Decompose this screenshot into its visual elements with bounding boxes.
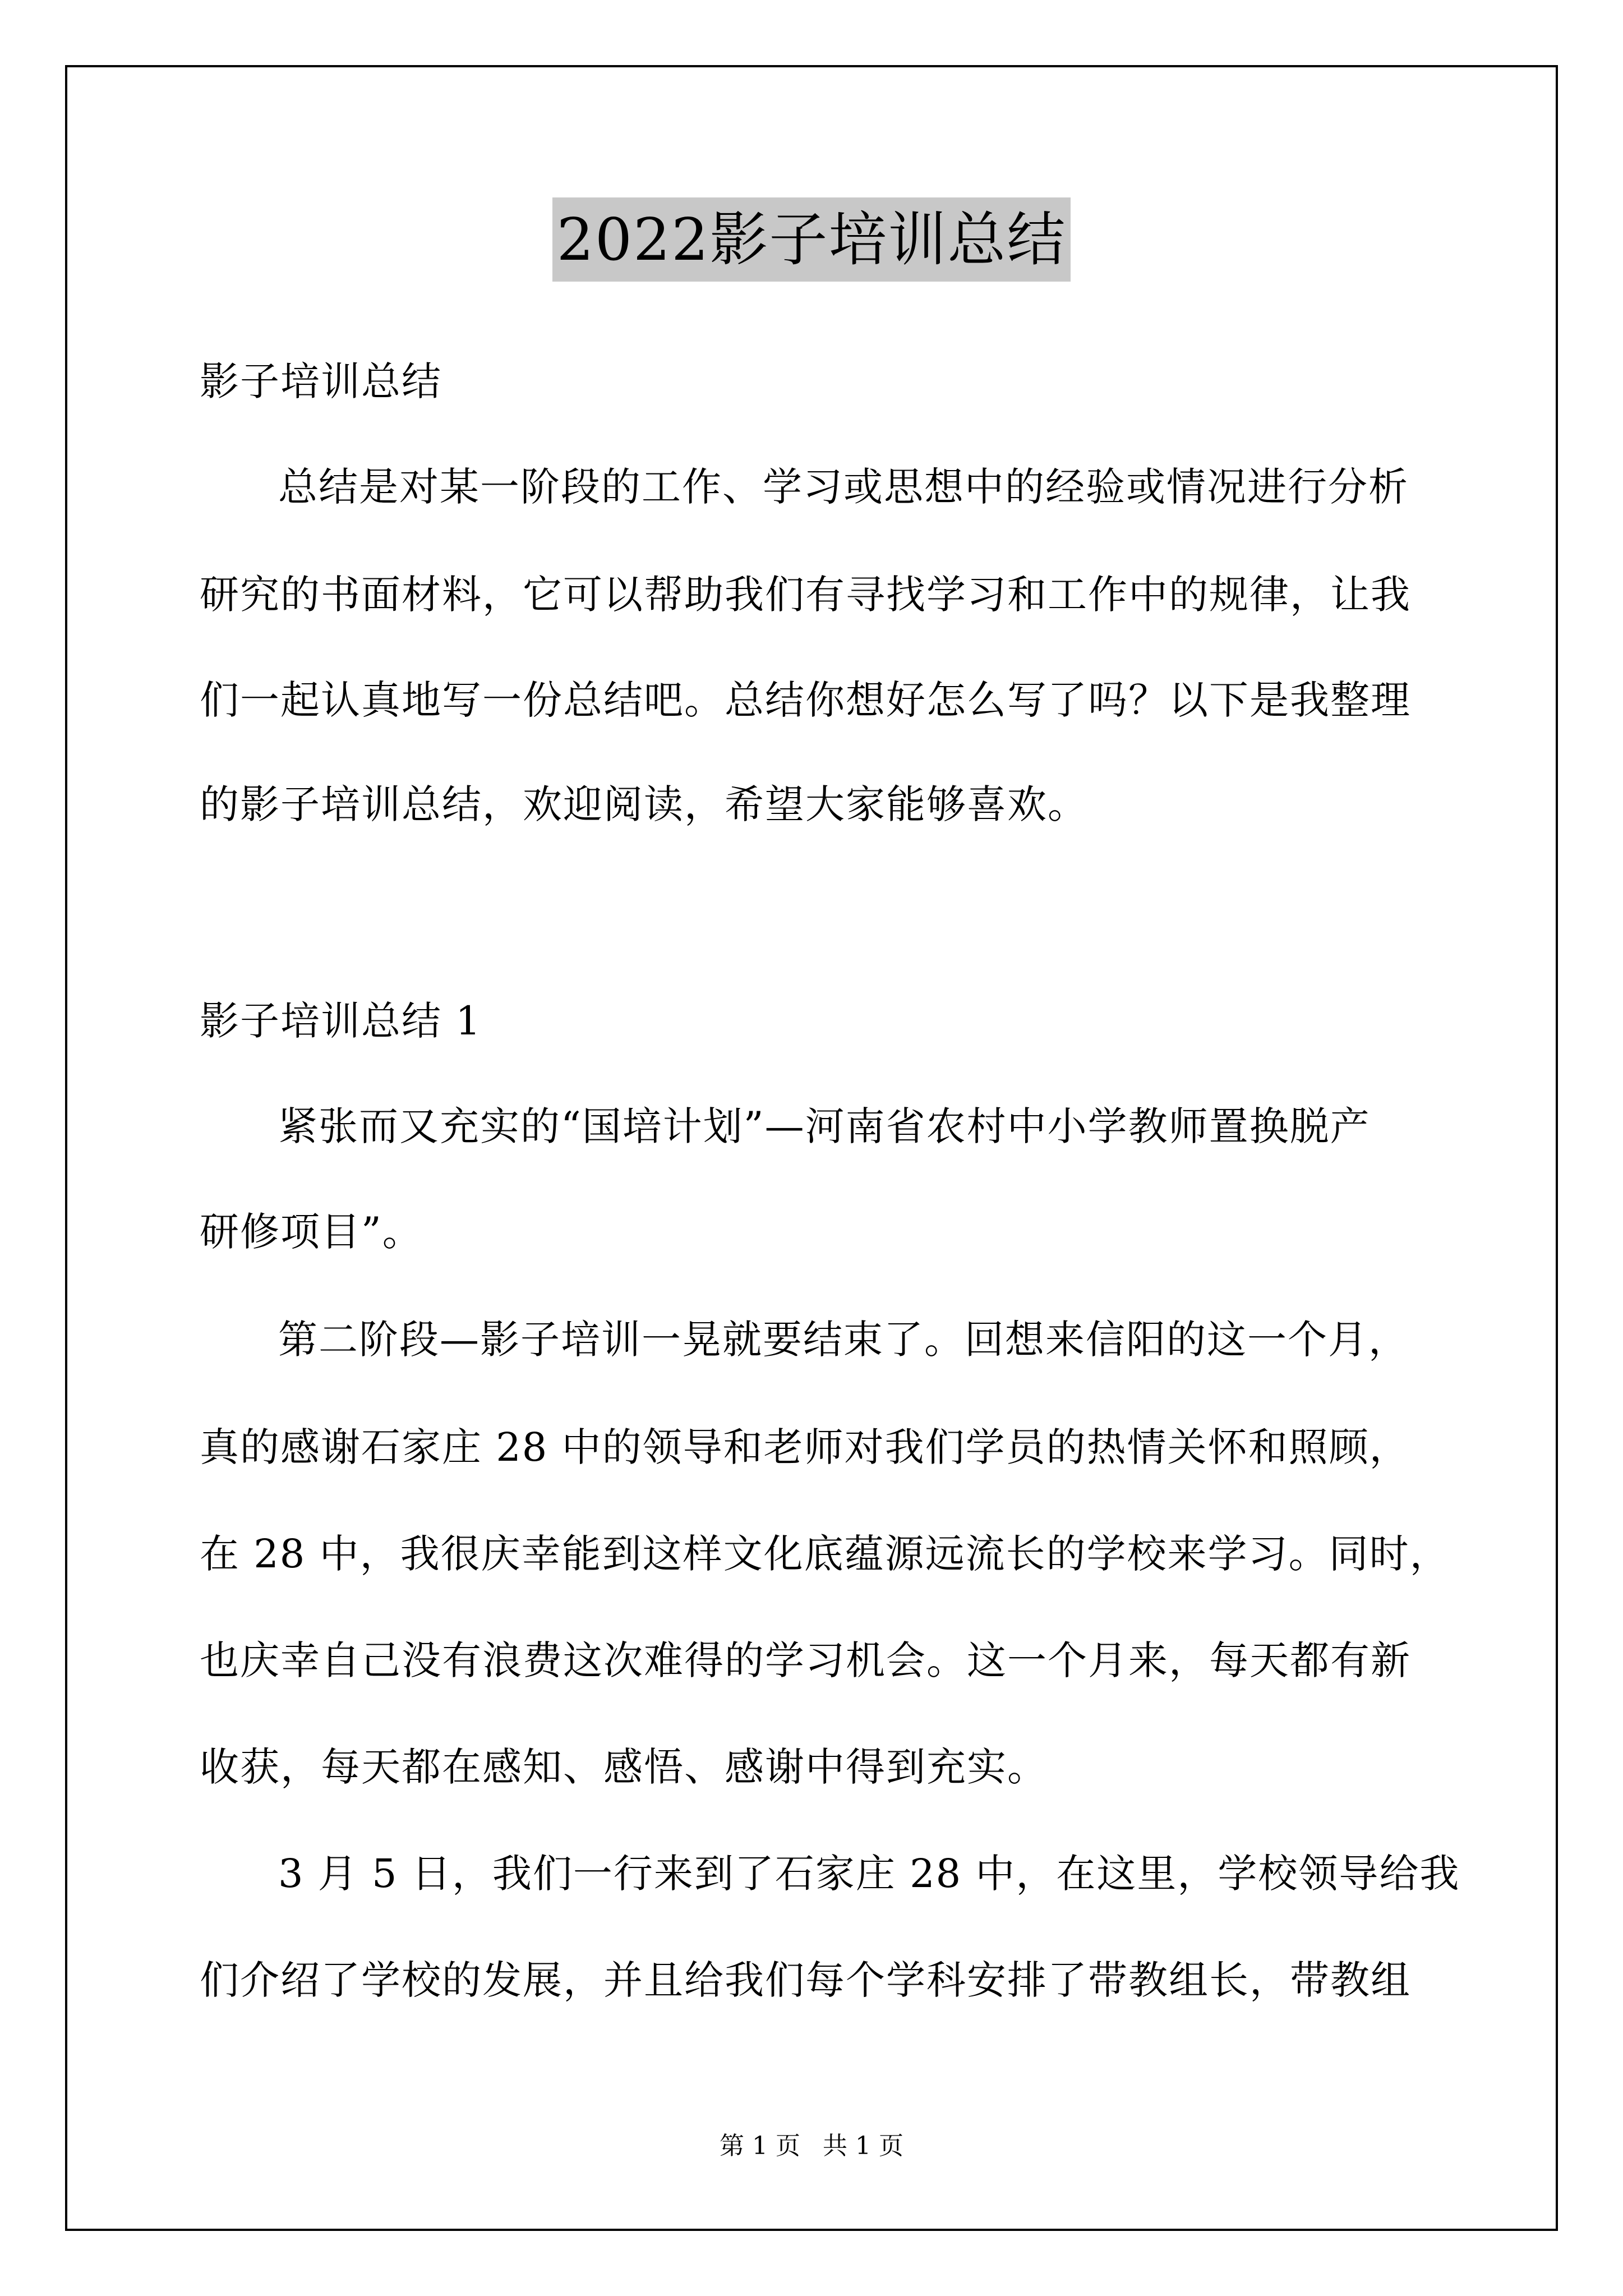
paragraph-line: 紧张而又充实的“国培计划”—河南省农村中小学教师置换脱产 xyxy=(278,1103,1371,1149)
paragraph-line: 第二阶段—影子培训一晃就要结束了。回想来信阳的这一个月， xyxy=(278,1317,1409,1363)
page-footer xyxy=(0,2129,1623,2163)
paragraph-line: 们介绍了学校的发展，并且给我们每个学科安排了带教组长，带教组 xyxy=(200,1957,1411,2003)
page-number: 第 1 页 xyxy=(720,2132,800,2160)
paragraph-line: 也庆幸自己没有浪费这次难得的学习机会。这一个月来，每天都有新 xyxy=(200,1637,1411,1683)
section-heading: 影子培训总结 1 xyxy=(200,998,482,1044)
paragraph-line: 3 月 5 日，我们一行来到了石家庄 28 中，在这里，学校领导给我 xyxy=(278,1851,1460,1897)
paragraph-line: 真的感谢石家庄 28 中的领导和老师对我们学员的热情关怀和照顾， xyxy=(200,1424,1410,1470)
paragraph-line: 研究的书面材料，它可以帮助我们有寻找学习和工作中的规律，让我 xyxy=(200,572,1411,618)
page-total: 共 1 页 xyxy=(823,2132,903,2160)
paragraph-line: 收获，每天都在感知、感悟、感谢中得到充实。 xyxy=(200,1744,1048,1790)
document-title: 2022影子培训总结 xyxy=(552,197,1071,282)
paragraph-line: 在 28 中，我很庆幸能到这样文化底蕴源远流长的学校来学习。同时， xyxy=(200,1531,1450,1577)
paragraph-line: 研修项目”。 xyxy=(200,1209,423,1255)
paragraph-line: 的影子培训总结，欢迎阅读，希望大家能够喜欢。 xyxy=(200,781,1088,827)
paragraph-line: 们一起认真地写一份总结吧。总结你想好怎么写了吗？以下是我整理 xyxy=(200,677,1411,723)
paragraph-line: 总结是对某一阶段的工作、学习或思想中的经验或情况进行分析 xyxy=(278,464,1409,510)
title-container xyxy=(0,197,1623,282)
section-heading: 影子培训总结 xyxy=(200,358,442,404)
